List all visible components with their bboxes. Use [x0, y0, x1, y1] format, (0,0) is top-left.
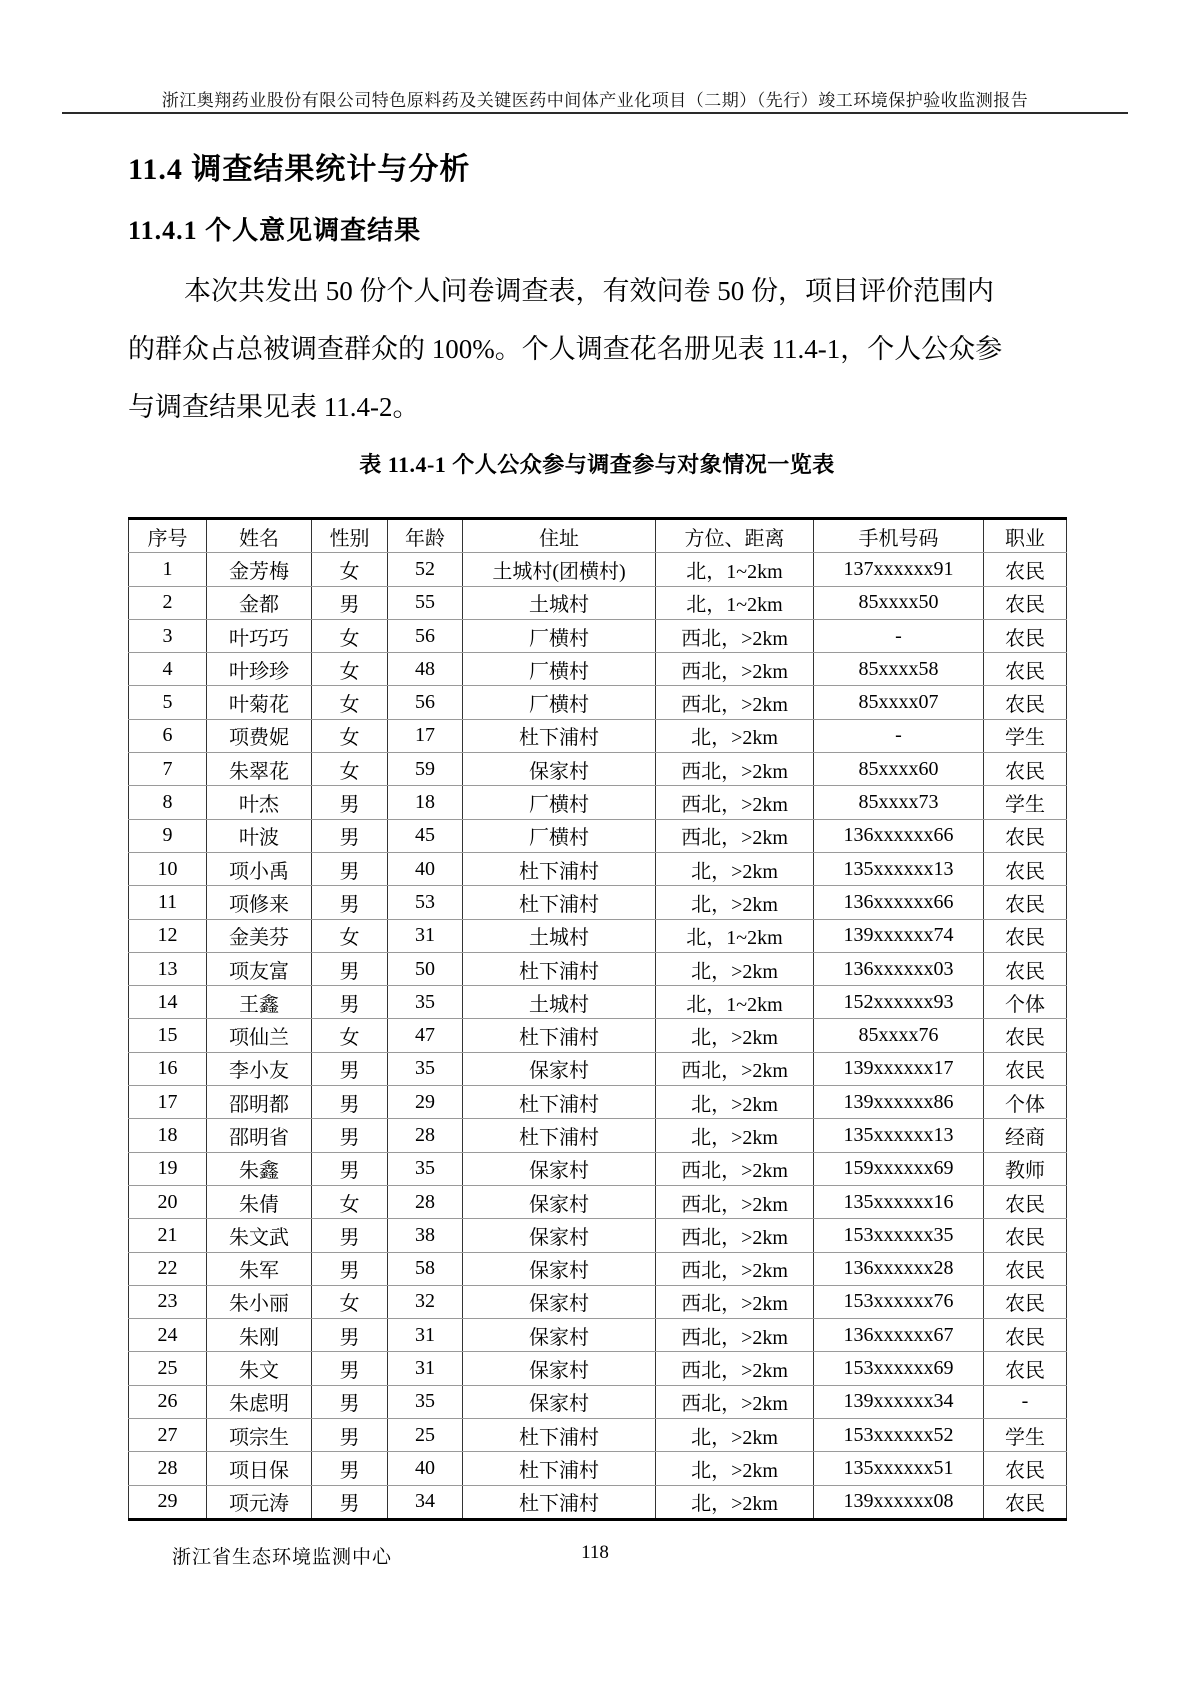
column-header: 手机号码: [814, 519, 984, 553]
table-cell: 男: [312, 819, 388, 852]
table-cell: 个体: [984, 1086, 1067, 1119]
table-cell: 农民: [984, 1019, 1067, 1052]
table-cell: 土城村: [463, 586, 656, 619]
table-row: [129, 1285, 1067, 1318]
table-row: [129, 619, 1067, 652]
table-cell: 45: [388, 819, 463, 852]
table-cell: 139xxxxxx08: [814, 1485, 984, 1519]
table-cell: 女: [312, 753, 388, 786]
table-cell: 56: [388, 686, 463, 719]
table-cell: 经商: [984, 1119, 1067, 1152]
table-cell: 农民: [984, 553, 1067, 586]
table-cell: 56: [388, 619, 463, 652]
table-cell: 85xxxx07: [814, 686, 984, 719]
table-cell: 男: [312, 1352, 388, 1385]
footer-org: 浙江省生态环境监测中心: [172, 1547, 393, 1568]
table-row: [129, 653, 1067, 686]
table-cell: 厂横村: [463, 686, 656, 719]
table-cell: 学生: [984, 786, 1067, 819]
table-cell: 农民: [984, 1452, 1067, 1485]
table-cell: 北，1~2km: [656, 553, 814, 586]
table-cell: 48: [388, 653, 463, 686]
table-row: [129, 1485, 1067, 1519]
table-cell: 139xxxxxx74: [814, 919, 984, 952]
table-cell: 18: [388, 786, 463, 819]
table-cell: 西北，>2km: [656, 1252, 814, 1285]
table-cell: 农民: [984, 1319, 1067, 1352]
table-cell: 北，>2km: [656, 952, 814, 985]
table-cell: 47: [388, 1019, 463, 1052]
table-row: [129, 1219, 1067, 1252]
table-cell: 4: [129, 653, 207, 686]
table-cell: 个体: [984, 986, 1067, 1019]
table-cell: 叶波: [207, 819, 312, 852]
table-row: [129, 686, 1067, 719]
paragraph-line: 本次共发出 50 份个人问卷调查表，有效问卷 50 份，项目评价范围内: [184, 276, 994, 306]
table-cell: 杜下浦村: [463, 1119, 656, 1152]
table-cell: 35: [388, 1052, 463, 1085]
table-cell: 朱军: [207, 1252, 312, 1285]
table-cell: 保家村: [463, 753, 656, 786]
table-cell: 男: [312, 952, 388, 985]
table-row: [129, 852, 1067, 885]
table-cell: 31: [388, 919, 463, 952]
table-cell: 杜下浦村: [463, 1452, 656, 1485]
table-cell: 保家村: [463, 1052, 656, 1085]
table-cell: 男: [312, 1319, 388, 1352]
table-cell: 31: [388, 1319, 463, 1352]
table-cell: 35: [388, 1152, 463, 1185]
table-cell: 农民: [984, 753, 1067, 786]
table-cell: 北，>2km: [656, 886, 814, 919]
table-cell: 西北，>2km: [656, 686, 814, 719]
table-cell: 17: [129, 1086, 207, 1119]
column-header: 方位、距离: [656, 519, 814, 553]
table-cell: 保家村: [463, 1219, 656, 1252]
table-cell: 男: [312, 1385, 388, 1418]
section-heading: 11.4 调查结果统计与分析: [128, 153, 471, 186]
table-row: [129, 886, 1067, 919]
table-cell: -: [814, 719, 984, 752]
table-cell: 13: [129, 952, 207, 985]
table-cell: 29: [129, 1485, 207, 1519]
table-cell: 西北，>2km: [656, 1285, 814, 1318]
table-cell: 16: [129, 1052, 207, 1085]
column-header: 年龄: [388, 519, 463, 553]
table-row: [129, 1452, 1067, 1485]
table-cell: 12: [129, 919, 207, 952]
table-cell: 项仙兰: [207, 1019, 312, 1052]
table-cell: 6: [129, 719, 207, 752]
table-cell: 杜下浦村: [463, 1086, 656, 1119]
table-cell: 28: [388, 1119, 463, 1152]
table-cell: 35: [388, 1385, 463, 1418]
table-cell: 农民: [984, 819, 1067, 852]
table-cell: 厂横村: [463, 819, 656, 852]
table-cell: 女: [312, 1285, 388, 1318]
table-row: [129, 553, 1067, 586]
table-cell: 3: [129, 619, 207, 652]
table-cell: 西北，>2km: [656, 786, 814, 819]
table-cell: 136xxxxxx67: [814, 1319, 984, 1352]
body-paragraph: [128, 262, 1040, 436]
table-cell: 朱文: [207, 1352, 312, 1385]
table-cell: 15: [129, 1019, 207, 1052]
table-cell: 北，>2km: [656, 1119, 814, 1152]
table-cell: 农民: [984, 919, 1067, 952]
table-cell: 项宗生: [207, 1419, 312, 1452]
table-cell: 24: [129, 1319, 207, 1352]
table-cell: 28: [129, 1452, 207, 1485]
table-cell: 西北，>2km: [656, 653, 814, 686]
table-cell: 59: [388, 753, 463, 786]
table-cell: 朱虑明: [207, 1385, 312, 1418]
table-cell: 14: [129, 986, 207, 1019]
column-header: 姓名: [207, 519, 312, 553]
column-header: 住址: [463, 519, 656, 553]
table-cell: 西北，>2km: [656, 819, 814, 852]
table-cell: 项费妮: [207, 719, 312, 752]
table-row: [129, 919, 1067, 952]
table-cell: 男: [312, 1219, 388, 1252]
paragraph-line: 与调查结果见表 11.4-2。: [128, 392, 420, 422]
table-cell: 135xxxxxx16: [814, 1185, 984, 1218]
table-cell: 北，1~2km: [656, 919, 814, 952]
table-cell: 女: [312, 1019, 388, 1052]
table-cell: 杜下浦村: [463, 852, 656, 885]
table-cell: 项小禹: [207, 852, 312, 885]
table-cell: 159xxxxxx69: [814, 1152, 984, 1185]
table-cell: 农民: [984, 653, 1067, 686]
table-cell: 西北，>2km: [656, 1152, 814, 1185]
column-header: 职业: [984, 519, 1067, 553]
table-cell: 农民: [984, 1052, 1067, 1085]
table-cell: 152xxxxxx93: [814, 986, 984, 1019]
table-cell: 农民: [984, 1485, 1067, 1519]
table-cell: 女: [312, 553, 388, 586]
table-cell: 学生: [984, 719, 1067, 752]
table-cell: 38: [388, 1219, 463, 1252]
table-cell: 139xxxxxx17: [814, 1052, 984, 1085]
table-cell: 西北，>2km: [656, 1385, 814, 1418]
table-cell: 女: [312, 719, 388, 752]
table-row: [129, 952, 1067, 985]
table-cell: 153xxxxxx76: [814, 1285, 984, 1318]
table-cell: 北，>2km: [656, 1452, 814, 1485]
survey-table: [128, 517, 1067, 1521]
table-cell: 10: [129, 852, 207, 885]
table-cell: 保家村: [463, 1185, 656, 1218]
table-cell: 52: [388, 553, 463, 586]
table-cell: 保家村: [463, 1252, 656, 1285]
table-cell: 西北，>2km: [656, 619, 814, 652]
table-cell: 男: [312, 986, 388, 1019]
table-cell: 农民: [984, 1285, 1067, 1318]
table-row: [129, 786, 1067, 819]
page-number: 118: [581, 1542, 609, 1563]
table-head: [129, 519, 1067, 553]
table-cell: 136xxxxxx66: [814, 819, 984, 852]
table-cell: 139xxxxxx34: [814, 1385, 984, 1418]
table-cell: 50: [388, 952, 463, 985]
table-row: [129, 1152, 1067, 1185]
table-cell: 教师: [984, 1152, 1067, 1185]
table-cell: 叶巧巧: [207, 619, 312, 652]
table-cell: 杜下浦村: [463, 886, 656, 919]
table-cell: 27: [129, 1419, 207, 1452]
table-cell: 土城村: [463, 986, 656, 1019]
table-cell: 保家村: [463, 1385, 656, 1418]
table-cell: 女: [312, 1185, 388, 1218]
table-cell: 男: [312, 1152, 388, 1185]
table-cell: 西北，>2km: [656, 1185, 814, 1218]
table-cell: 西北，>2km: [656, 1052, 814, 1085]
table-cell: 男: [312, 1119, 388, 1152]
table-cell: 农民: [984, 1252, 1067, 1285]
table-cell: 厂横村: [463, 786, 656, 819]
table-cell: 男: [312, 1086, 388, 1119]
header-row: [129, 519, 1067, 553]
table-cell: 土城村: [463, 919, 656, 952]
table-cell: 农民: [984, 686, 1067, 719]
table-cell: 135xxxxxx13: [814, 852, 984, 885]
table-cell: 厂横村: [463, 619, 656, 652]
table-cell: 男: [312, 1252, 388, 1285]
table-cell: 85xxxx60: [814, 753, 984, 786]
table-cell: 朱小丽: [207, 1285, 312, 1318]
table-cell: 85xxxx76: [814, 1019, 984, 1052]
table-cell: 金都: [207, 586, 312, 619]
table-cell: 北，>2km: [656, 1485, 814, 1519]
table-cell: 2: [129, 586, 207, 619]
table-cell: 李小友: [207, 1052, 312, 1085]
table-cell: 农民: [984, 619, 1067, 652]
header-rule: [62, 112, 1128, 114]
table-cell: 农民: [984, 886, 1067, 919]
table-cell: 杜下浦村: [463, 719, 656, 752]
table-cell: 23: [129, 1285, 207, 1318]
table-cell: 保家村: [463, 1152, 656, 1185]
table-cell: 杜下浦村: [463, 1019, 656, 1052]
table-cell: 杜下浦村: [463, 1485, 656, 1519]
table-cell: 135xxxxxx13: [814, 1119, 984, 1152]
table-cell: 25: [388, 1419, 463, 1452]
table-cell: 农民: [984, 586, 1067, 619]
table-cell: 153xxxxxx52: [814, 1419, 984, 1452]
table-cell: 男: [312, 886, 388, 919]
table-cell: 叶珍珍: [207, 653, 312, 686]
table-cell: 85xxxx73: [814, 786, 984, 819]
table-cell: 农民: [984, 1352, 1067, 1385]
table-cell: 34: [388, 1485, 463, 1519]
table-cell: 17: [388, 719, 463, 752]
table-cell: 朱翠花: [207, 753, 312, 786]
table-cell: 西北，>2km: [656, 1219, 814, 1252]
table-cell: -: [984, 1385, 1067, 1418]
table-cell: 20: [129, 1185, 207, 1218]
table-cell: 40: [388, 1452, 463, 1485]
table-cell: 153xxxxxx69: [814, 1352, 984, 1385]
table-cell: 136xxxxxx66: [814, 886, 984, 919]
table-row: [129, 1119, 1067, 1152]
running-header: 浙江奥翔药业股份有限公司特色原料药及关键医药中间体产业化项目（二期）（先行）竣工环境保护验收监测报告: [161, 91, 1029, 110]
table-cell: 北，>2km: [656, 1419, 814, 1452]
table-cell: 金美芬: [207, 919, 312, 952]
column-header: 性别: [312, 519, 388, 553]
table-row: [129, 1419, 1067, 1452]
table-cell: 1: [129, 553, 207, 586]
table-row: [129, 1352, 1067, 1385]
table-cell: 厂横村: [463, 653, 656, 686]
table-cell: 135xxxxxx51: [814, 1452, 984, 1485]
table-cell: 西北，>2km: [656, 1319, 814, 1352]
table-cell: 项日保: [207, 1452, 312, 1485]
table-row: [129, 986, 1067, 1019]
table-cell: 北，1~2km: [656, 986, 814, 1019]
paragraph-line: 的群众占总被调查群众的 100%。个人调查花名册见表 11.4-1，个人公众参: [128, 334, 1003, 364]
table-cell: 北，>2km: [656, 1019, 814, 1052]
table-cell: 29: [388, 1086, 463, 1119]
table-cell: 叶杰: [207, 786, 312, 819]
table-cell: 西北，>2km: [656, 753, 814, 786]
table-cell: 金芳梅: [207, 553, 312, 586]
table-cell: 杜下浦村: [463, 952, 656, 985]
table-cell: 男: [312, 586, 388, 619]
table-cell: 王鑫: [207, 986, 312, 1019]
table-cell: 保家村: [463, 1285, 656, 1318]
table-cell: 邵明省: [207, 1119, 312, 1152]
table-cell: 21: [129, 1219, 207, 1252]
table-cell: 杜下浦村: [463, 1419, 656, 1452]
table-cell: 男: [312, 1419, 388, 1452]
table-cell: 153xxxxxx35: [814, 1219, 984, 1252]
table-cell: 85xxxx58: [814, 653, 984, 686]
table-cell: 男: [312, 1485, 388, 1519]
table-cell: 31: [388, 1352, 463, 1385]
subsection-heading: 11.4.1 个人意见调查结果: [128, 216, 422, 245]
table-cell: 18: [129, 1119, 207, 1152]
table-body: [129, 553, 1067, 1520]
table-cell: 朱倩: [207, 1185, 312, 1218]
table-cell: -: [814, 619, 984, 652]
table-row: [129, 1252, 1067, 1285]
table-cell: 136xxxxxx03: [814, 952, 984, 985]
table-cell: 7: [129, 753, 207, 786]
table-row: [129, 1086, 1067, 1119]
table-cell: 139xxxxxx86: [814, 1086, 984, 1119]
table-title: 表 11.4-1 个人公众参与调查参与对象情况一览表: [359, 452, 835, 477]
table-cell: 学生: [984, 1419, 1067, 1452]
table-cell: 137xxxxxx91: [814, 553, 984, 586]
table-row: [129, 1319, 1067, 1352]
table-cell: 朱刚: [207, 1319, 312, 1352]
table-cell: 85xxxx50: [814, 586, 984, 619]
table-cell: 北，1~2km: [656, 586, 814, 619]
table-cell: 项友富: [207, 952, 312, 985]
table-row: [129, 753, 1067, 786]
table-cell: 北，>2km: [656, 1086, 814, 1119]
table-row: [129, 719, 1067, 752]
table-cell: 女: [312, 653, 388, 686]
table-cell: 邵明都: [207, 1086, 312, 1119]
table-row: [129, 1185, 1067, 1218]
table-cell: 28: [388, 1185, 463, 1218]
table-cell: 58: [388, 1252, 463, 1285]
table-cell: 农民: [984, 952, 1067, 985]
table-cell: 25: [129, 1352, 207, 1385]
table-cell: 9: [129, 819, 207, 852]
table-cell: 女: [312, 919, 388, 952]
table-cell: 55: [388, 586, 463, 619]
table-cell: 北，>2km: [656, 719, 814, 752]
table-cell: 22: [129, 1252, 207, 1285]
table-cell: 朱鑫: [207, 1152, 312, 1185]
table-cell: 19: [129, 1152, 207, 1185]
table-cell: 西北，>2km: [656, 1352, 814, 1385]
table-cell: 土城村(团横村): [463, 553, 656, 586]
table-cell: 11: [129, 886, 207, 919]
table-cell: 53: [388, 886, 463, 919]
table-cell: 32: [388, 1285, 463, 1318]
table-cell: 女: [312, 686, 388, 719]
table-cell: 项修来: [207, 886, 312, 919]
table-row: [129, 819, 1067, 852]
table-cell: 农民: [984, 1185, 1067, 1218]
table-cell: 40: [388, 852, 463, 885]
table-cell: 男: [312, 786, 388, 819]
table-row: [129, 1052, 1067, 1085]
table-cell: 男: [312, 852, 388, 885]
table-cell: 26: [129, 1385, 207, 1418]
table-cell: 保家村: [463, 1319, 656, 1352]
table-row: [129, 1019, 1067, 1052]
column-header: 序号: [129, 519, 207, 553]
table-cell: 女: [312, 619, 388, 652]
table-cell: 项元涛: [207, 1485, 312, 1519]
table-cell: 5: [129, 686, 207, 719]
table-cell: 男: [312, 1452, 388, 1485]
table-cell: 136xxxxxx28: [814, 1252, 984, 1285]
table-cell: 农民: [984, 1219, 1067, 1252]
table-cell: 农民: [984, 852, 1067, 885]
table-cell: 叶菊花: [207, 686, 312, 719]
table-cell: 朱文武: [207, 1219, 312, 1252]
table-cell: 保家村: [463, 1352, 656, 1385]
table-cell: 8: [129, 786, 207, 819]
table-cell: 35: [388, 986, 463, 1019]
table-row: [129, 1385, 1067, 1418]
table-cell: 北，>2km: [656, 852, 814, 885]
table-cell: 男: [312, 1052, 388, 1085]
table-row: [129, 586, 1067, 619]
